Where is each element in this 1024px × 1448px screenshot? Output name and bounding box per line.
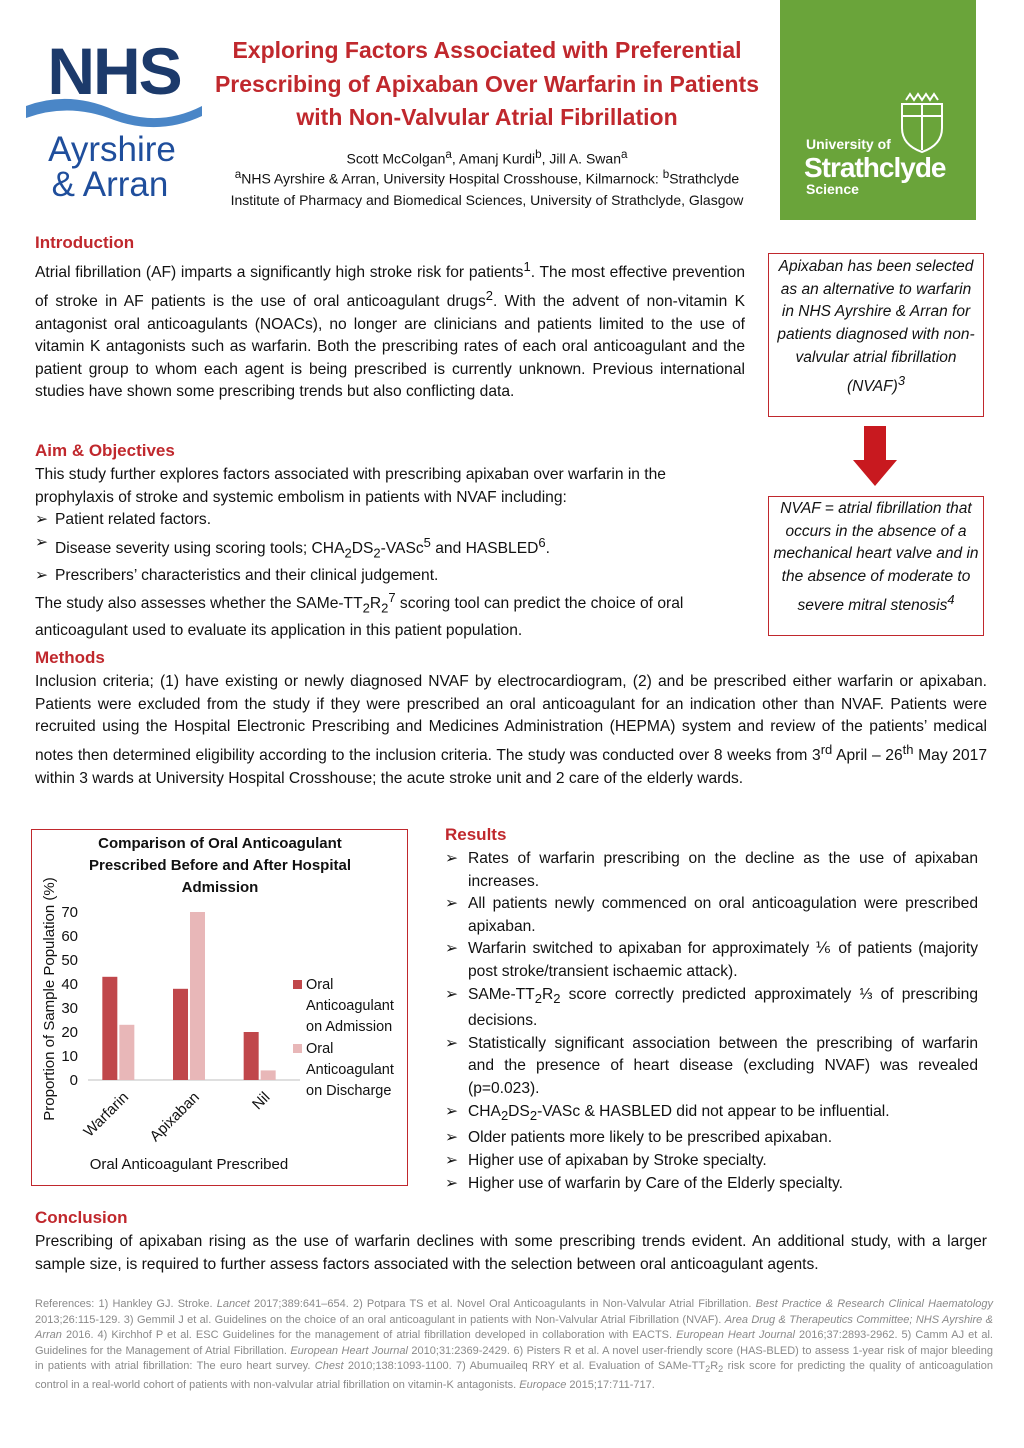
chart-legend-label: Oral (306, 977, 334, 993)
list-item (445, 893, 978, 938)
ordinal-suffix: th (902, 741, 914, 757)
subscript: 2 (529, 1107, 538, 1123)
subscript: 2 (373, 545, 381, 561)
arrow-bullet-icon: ➢ (445, 895, 459, 913)
subscript: 2 (534, 990, 542, 1006)
ref-journal: European Heart Journal (290, 1344, 408, 1357)
ref-text: 2016. 4) Kirchhof P et al. ESC Guidelines for the management of atrial fibrillation developed in collaboration with EACTS. (61, 1329, 677, 1342)
chart-bar (190, 912, 205, 1080)
bullet-text: DS (351, 539, 374, 557)
citation: 5 (423, 534, 431, 550)
bullet-text: DS (508, 1102, 530, 1120)
conclusion-heading: Conclusion (35, 1208, 128, 1227)
ref-journal: Lancet (216, 1298, 250, 1310)
aims-closing (35, 587, 745, 642)
list-item (445, 1150, 978, 1173)
down-arrow-icon (853, 426, 897, 486)
ref-text: R (710, 1360, 719, 1373)
bullet-text: . (545, 539, 550, 557)
list-item (445, 1127, 978, 1150)
affil-marker: a (234, 168, 242, 181)
strathclyde-crest-icon (902, 94, 942, 152)
ref-text: 2010;31:2369-2429. 6) Pisters R et al. A novel user-friendly score (HAS-BLED) to assess 1-year risk of major bleeding in patients with atrial fibrillation: The euro heart survey. (35, 1344, 993, 1373)
bullet-text: -VASc & HASBLED did not appear to be influential. (537, 1102, 890, 1120)
subscript: 2 (344, 545, 352, 561)
chart-legend-label: on Discharge (306, 1083, 392, 1099)
uni-logo-line3: Science (806, 181, 859, 197)
ref-text: References: 1) Hankley GJ. Stroke. (35, 1298, 217, 1310)
bullet-text: R (541, 985, 554, 1003)
university-of-strathclyde-logo (780, 0, 976, 220)
callout-text: NVAF = atrial fibrillation that occurs in the absence of a mechanical heart valve and in the absence of moderate to severe mitral stenosis (773, 500, 979, 614)
ref-text: 2017;389:641–654. 2) Potpara TS et al. Novel Oral Anticoagulants in Non-Valvular Atrial Fibrillation. (249, 1298, 756, 1310)
ref-text: 2013;26:115-129. 3) Gemmil J et al. Guidelines on the choice of an oral anticoagulant in patients with Non-Valvular Atrial Fibrillation (NVAF). (35, 1313, 725, 1326)
bullet-text: Rates of warfarin prescribing on the decline as the use of apixaban increases. (468, 850, 978, 890)
chart-legend-swatch (293, 1044, 302, 1053)
citation: 7 (388, 590, 396, 606)
bullet-text: score correctly predicted approximately ⅓ of prescribing decisions. (468, 985, 978, 1030)
citation: 2 (485, 287, 493, 303)
methods-text-part: May 2017 within 3 wards at University Hospital Crosshouse; the acute stroke unit and 2 care of the elderly wards. (35, 746, 987, 787)
chart-x-tick-label: Apixaban (146, 1088, 203, 1146)
list-item (445, 1033, 978, 1101)
bullet-text: Patient related factors. (55, 511, 212, 529)
aims-text (35, 464, 745, 643)
chart-legend-label: Oral (306, 1041, 334, 1057)
chart-y-tick-label: 0 (69, 1072, 78, 1089)
list-item (35, 565, 745, 588)
chart-legend-label: Anticoagulant (306, 1062, 394, 1078)
uni-logo-line2: Strathclyde (804, 152, 946, 183)
chart-bar (173, 989, 188, 1080)
ref-journal: Best Practice & Research Clinical Haematology (755, 1298, 993, 1310)
ref-text: 2016;37:2893-2962. 5) Camm AJ et al. Guidelines for the Management of Atrial Fibrillation. (35, 1329, 993, 1357)
author-name: Amanj Kurdi (458, 150, 536, 167)
chart-y-tick-label: 30 (61, 1000, 78, 1017)
arrow-bullet-icon: ➢ (445, 985, 459, 1003)
chart-y-tick-label: 40 (61, 976, 78, 993)
list-item (35, 532, 745, 565)
author-name: Jill A. Swan (549, 150, 621, 167)
chart-x-tick-label: Warfarin (80, 1088, 133, 1141)
arrow-bullet-icon: ➢ (445, 1174, 459, 1192)
methods-heading: Methods (35, 648, 105, 667)
arrow-bullet-icon: ➢ (445, 1151, 459, 1169)
bullet-text: and HASBLED (430, 539, 539, 557)
conclusion-text: Prescribing of apixaban rising as the use of warfarin declines with some prescribing trends evident. An additional study, with a larger sample size, is required to further assess factors associated with the selection between oral anticoagulant agents. (35, 1233, 987, 1273)
bullet-text: SAMe-TT (468, 985, 535, 1003)
nhs-logo-line1: NHS (47, 34, 181, 108)
bullet-text: Higher use of apixaban by Stroke specialty. (468, 1151, 767, 1169)
references (35, 1297, 993, 1394)
ref-journal: Europace (519, 1379, 567, 1392)
chart-y-tick-label: 50 (61, 952, 78, 969)
arrow-bullet-icon: ➢ (445, 1034, 459, 1052)
chart-legend-swatch (293, 980, 302, 989)
subscript: 2 (362, 600, 370, 616)
introduction-heading: Introduction (35, 233, 135, 252)
list-item (445, 848, 978, 893)
aims-text-part: The study also assesses whether the SAMe-TT (35, 595, 363, 613)
bullet-text: All patients newly commenced on oral anticoagulation were prescribed apixaban. (468, 895, 978, 935)
arrow-bullet-icon: ➢ (445, 850, 459, 867)
aims-text-part: R (369, 595, 382, 613)
bullet-text: Older patients more likely to be prescribed apixaban. (468, 1129, 833, 1147)
arrow-bullet-icon: ➢ (445, 940, 459, 958)
ref-text: risk score for predicting the quality of anticoagulation control in a real-world cohort of patients with non-valvular atrial fibrillation on vitamin-K antagonists. (35, 1360, 993, 1392)
chart-x-tick-label: Nil (249, 1088, 274, 1114)
subscript: 2 (718, 1364, 724, 1375)
chart-x-axis-label: Oral Anticoagulant Prescribed (89, 1156, 289, 1173)
chart-y-tick-label: 20 (61, 1024, 78, 1041)
chart-title: Comparison of Oral Anticoagulant Prescribed Before and After Hospital Admission (88, 835, 351, 896)
results-list (445, 848, 978, 1195)
oac-comparison-chart (32, 830, 407, 1185)
bullet-text: CHA (468, 1102, 501, 1120)
list-item (445, 938, 978, 983)
apixaban-callout-box (768, 253, 984, 417)
bullet-text: Warfarin switched to apixaban for approximately ⅙ of patients (majority post stroke/transient ischaemic attack). (468, 940, 978, 980)
arrow-bullet-icon: ➢ (445, 1102, 459, 1120)
authors: Scott McColgan$^a$, Amanj Kurdi$^b$, Jill A. Swan$^a$ (346, 148, 628, 167)
ordinal-suffix: rd (820, 741, 833, 757)
citation: 1 (523, 259, 531, 274)
citation: 4 (947, 591, 955, 607)
chart-y-tick-label: 70 (61, 904, 78, 921)
methods-text-part: Inclusion criteria; (1) have existing or newly diagnosed NVAF by electrocardiogram, (2) and be prescribed either warfarin or apixaban. Patients were excluded from the study if they were prescribed an oral anticoagulant for an indication other than NVAF. Patients were recruited using the Hospital Electronic Prescribing and Medicines Administration (HEPMA) system and review of the patients’ medical notes then determined eligibility according to the inclusion criteria. The study was conducted over 8 weeks from 3 (35, 673, 987, 764)
callout-text: Apixaban has been selected as an alternative to warfarin in NHS Ayrshire & Arran for patients diagnosed with non-valvular atrial fibrillation (NVAF) (777, 258, 975, 395)
aims-text-part: scoring tool can predict the choice of oral anticoagulant used to evaluate its application in this patient population. (35, 595, 684, 640)
chart-y-axis-label: Proportion of Sample Population (%) (41, 877, 58, 1121)
subscript: 2 (553, 990, 561, 1006)
author-affil: b (535, 148, 542, 161)
intro-text-part: . The most effective prevention of stroke in AF patients is the use of oral anticoagulant drugs (35, 264, 745, 310)
author-name: Scott McColgan (346, 150, 446, 167)
subscript: 2 (381, 600, 389, 616)
chart-y-tick-label: 60 (61, 928, 78, 945)
bullet-text: -VASc (380, 539, 424, 557)
nhs-logo-line3: & Arran (51, 165, 169, 204)
citation: 3 (897, 372, 905, 388)
chart-bar (261, 1070, 276, 1080)
intro-text-part: Atrial fibrillation (AF) imparts a significantly high stroke risk for patients (35, 264, 524, 282)
aims-heading: Aim & Objectives (35, 441, 175, 460)
affiliations (212, 164, 762, 211)
arrow-bullet-icon: ➢ (445, 1129, 459, 1147)
uni-logo-line1: University of (806, 136, 891, 152)
introduction-text (35, 256, 745, 404)
arrow-bullet-icon: ➢ (35, 566, 49, 584)
results-heading: Results (445, 825, 507, 844)
bullet-text: Higher use of warfarin by Care of the Elderly specialty. (468, 1174, 843, 1192)
ref-text: 2015;17:711-717. (566, 1379, 655, 1392)
nhs-ayrshire-arran-logo (24, 28, 204, 206)
list-item (35, 509, 745, 532)
chart-bar (102, 977, 117, 1080)
bullet-text: Prescribers’ characteristics and their clinical judgement. (55, 566, 439, 584)
subscript: 2 (705, 1364, 711, 1375)
bullet-text: Statistically significant association between the prescribing of warfarin and the presence of heart disease (excluding NVAF) was revealed (p=0.023). (468, 1034, 978, 1098)
citation: 6 (538, 534, 546, 550)
arrow-bullet-icon: ➢ (35, 533, 49, 551)
list-item (445, 1101, 978, 1128)
ref-journal: Chest (314, 1360, 344, 1373)
nhs-logo-line2: Ayrshire (48, 130, 176, 169)
intro-text-part: . With the advent of non-vitamin K antagonist oral anticoagulants (NOACs), no longer are clinicians and patients limited to the use of vitamin K antagonists such as warfarin. Both the prescribing rates of each oral anticoagulant and the patient group to whom each agent is being prescribed is currently unknown. Previous international studies have shown some prescribing trends but also conflicting data. (35, 292, 745, 401)
affil-a: NHS Ayrshire & Arran, University Hospital Crosshouse, Kilmarnock: (241, 170, 663, 187)
ref-journal: European Heart Journal (676, 1329, 795, 1342)
affil-b: Strathclyde Institute of Pharmacy and Biomedical Sciences, University of Strathclyde, Glasgow (230, 170, 744, 208)
author-affil: a (445, 148, 452, 161)
methods-text (35, 671, 987, 790)
bullet-text: Disease severity using scoring tools; CHA (55, 539, 345, 557)
nvaf-definition-box (768, 496, 984, 636)
chart-bar (244, 1032, 259, 1080)
arrow-bullet-icon: ➢ (35, 511, 49, 529)
chart-legend-label: on Admission (306, 1019, 393, 1035)
list-item (445, 984, 978, 1033)
chart-legend-label: Anticoagulant (306, 998, 394, 1014)
aims-intro: This study further explores factors associated with prescribing apixaban over warfarin in the prophylaxis of stroke and systemic embolism in patients with NVAF including: (35, 466, 666, 506)
author-affil: a (620, 148, 628, 161)
list-item (445, 1173, 978, 1196)
chart-y-tick-label: 10 (61, 1048, 78, 1065)
methods-text-part: April – 26 (832, 746, 903, 764)
chart-bar (119, 1025, 134, 1080)
ref-text: 2010;138:1093-1100. 7) Abumuaileq RRY et al. Evaluation of SAMe-TT (343, 1360, 706, 1373)
ref-journal: Area Drug & Therapeutics Committee; NHS Ayrshire & Arran (35, 1313, 993, 1342)
subscript: 2 (500, 1107, 509, 1123)
affil-marker: b (662, 168, 670, 181)
poster-title: Exploring Factors Associated with Preferential Prescribing of Apixaban Over Warfarin in Patients with Non-Valvular Atrial Fibrillation (214, 37, 760, 130)
